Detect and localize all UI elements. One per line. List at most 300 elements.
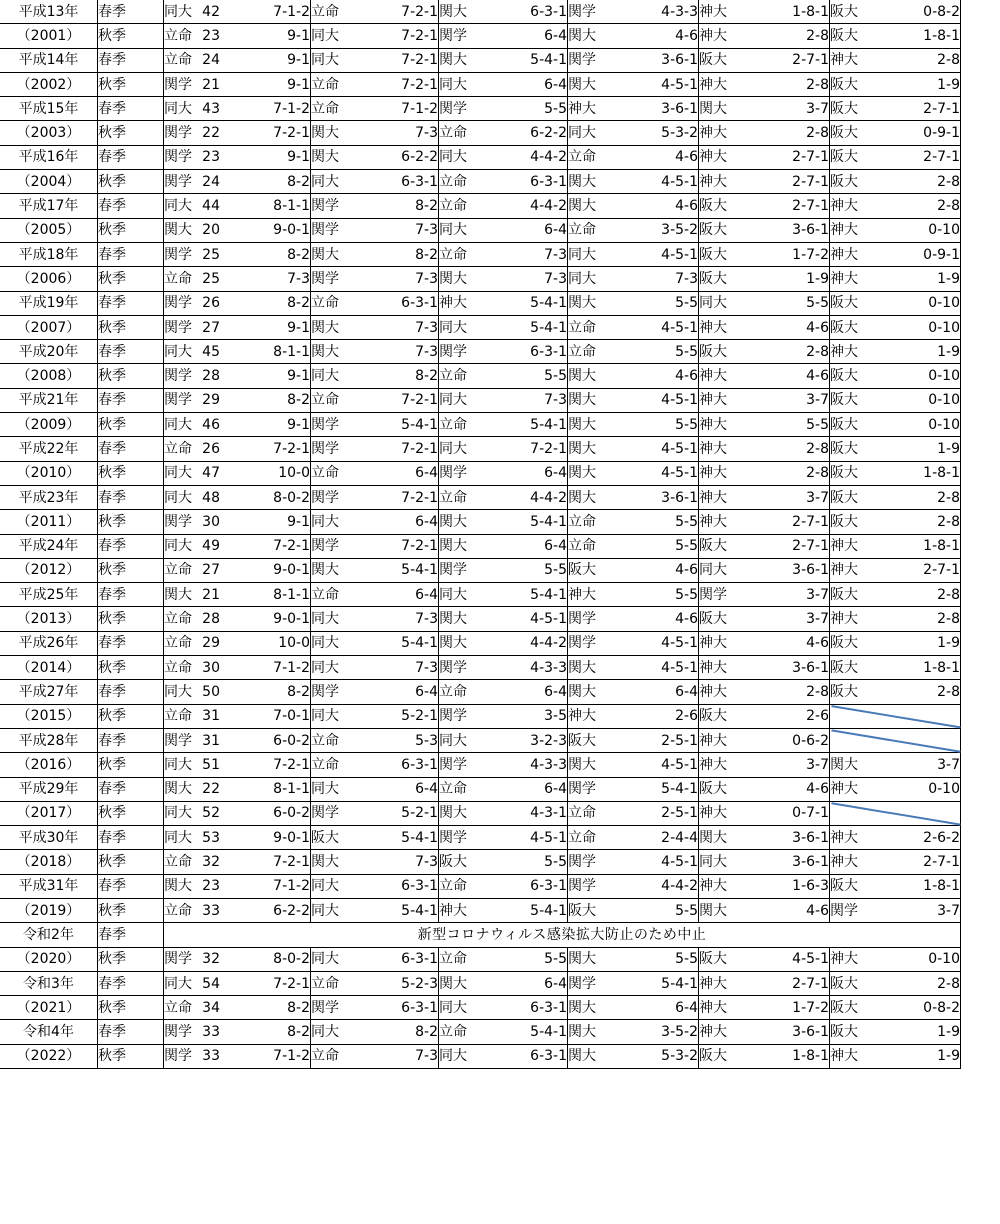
team-cell bbox=[699, 801, 762, 825]
record-cell: 4-5-1 bbox=[631, 753, 699, 777]
team-cell bbox=[699, 97, 762, 121]
team-cell bbox=[164, 340, 253, 364]
team-name: 関学 bbox=[164, 513, 192, 530]
team-name: 神大 bbox=[699, 999, 727, 1016]
year-cell: 令和4年 bbox=[0, 1020, 98, 1044]
record-cell: 3-7 bbox=[762, 485, 830, 509]
team-name: 立命 bbox=[164, 854, 192, 871]
season-cell: 秋季 bbox=[98, 801, 164, 825]
record-cell: 3-7 bbox=[893, 753, 961, 777]
team-name: 立命 bbox=[311, 100, 339, 117]
record-cell: 7-1-2 bbox=[253, 97, 311, 121]
record-cell: 7-1-2 bbox=[253, 656, 311, 680]
championship-count: 21 bbox=[202, 76, 220, 93]
team-cell bbox=[830, 971, 893, 995]
record-cell: 9-0-1 bbox=[253, 218, 311, 242]
record-cell: 4-6 bbox=[631, 145, 699, 169]
team-cell bbox=[699, 485, 762, 509]
table-row bbox=[0, 218, 961, 242]
team-name: 神大 bbox=[699, 149, 727, 166]
team-name: 関大 bbox=[439, 270, 467, 287]
team-cell bbox=[439, 340, 502, 364]
team-cell bbox=[699, 315, 762, 339]
year-cell: （2007） bbox=[0, 315, 98, 339]
team-name: 関大 bbox=[439, 52, 467, 69]
record-cell: 2-5-1 bbox=[631, 728, 699, 752]
team-name: 阪大 bbox=[568, 562, 596, 579]
record-cell: 8-1-1 bbox=[253, 583, 311, 607]
record-cell: 2-7-1 bbox=[762, 170, 830, 194]
team-cell bbox=[439, 753, 502, 777]
season-cell: 秋季 bbox=[98, 656, 164, 680]
record-cell: 5-4-1 bbox=[502, 413, 568, 437]
record-cell: 1-7-2 bbox=[762, 242, 830, 266]
team-name: 神大 bbox=[830, 222, 858, 239]
championship-count: 32 bbox=[202, 951, 220, 968]
team-cell bbox=[439, 242, 502, 266]
season-cell: 春季 bbox=[98, 145, 164, 169]
team-cell bbox=[568, 388, 631, 412]
championship-count: 33 bbox=[202, 1048, 220, 1065]
season-cell: 秋季 bbox=[98, 1044, 164, 1068]
team-name: 関大 bbox=[699, 902, 727, 919]
team-name: 神大 bbox=[568, 586, 596, 603]
team-cell bbox=[439, 510, 502, 534]
team-cell bbox=[699, 558, 762, 582]
team-cell bbox=[568, 680, 631, 704]
team-name: 関大 bbox=[568, 756, 596, 773]
record-cell: 0-10 bbox=[893, 947, 961, 971]
team-cell bbox=[830, 242, 893, 266]
record-cell: 1-8-1 bbox=[893, 874, 961, 898]
team-cell bbox=[311, 72, 374, 96]
record-cell: 4-5-1 bbox=[631, 72, 699, 96]
record-cell: 1-8-1 bbox=[762, 1044, 830, 1068]
season-cell: 春季 bbox=[98, 291, 164, 315]
team-cell bbox=[164, 24, 253, 48]
team-cell bbox=[311, 267, 374, 291]
championship-count: 42 bbox=[202, 3, 220, 20]
team-name: 立命 bbox=[164, 902, 192, 919]
team-cell bbox=[311, 558, 374, 582]
team-name: 神大 bbox=[699, 489, 727, 506]
record-cell: 6-4 bbox=[502, 461, 568, 485]
record-cell: 5-5 bbox=[631, 413, 699, 437]
year-cell: 平成24年 bbox=[0, 534, 98, 558]
record-cell: 6-4 bbox=[631, 680, 699, 704]
table-row bbox=[0, 971, 961, 995]
team-cell bbox=[311, 364, 374, 388]
year-cell: 平成18年 bbox=[0, 242, 98, 266]
team-name: 阪大 bbox=[830, 125, 858, 142]
team-name: 立命 bbox=[568, 222, 596, 239]
season-cell: 春季 bbox=[98, 48, 164, 72]
team-name: 阪大 bbox=[311, 829, 339, 846]
team-name: 同大 bbox=[311, 1024, 339, 1041]
team-name: 阪大 bbox=[699, 222, 727, 239]
year-cell: （2020） bbox=[0, 947, 98, 971]
team-cell bbox=[311, 704, 374, 728]
team-cell bbox=[699, 1044, 762, 1068]
team-name: 立命 bbox=[311, 295, 339, 312]
team-name: 関学 bbox=[164, 1024, 192, 1041]
team-cell bbox=[568, 874, 631, 898]
team-name: 関学 bbox=[439, 659, 467, 676]
record-cell: 3-6-1 bbox=[762, 656, 830, 680]
record-cell: 7-3 bbox=[374, 1044, 439, 1068]
season-cell: 秋季 bbox=[98, 558, 164, 582]
record-cell: 5-5 bbox=[762, 291, 830, 315]
year-cell: 平成17年 bbox=[0, 194, 98, 218]
team-name: 関学 bbox=[164, 125, 192, 142]
record-cell: 5-2-1 bbox=[374, 801, 439, 825]
season-cell: 春季 bbox=[98, 437, 164, 461]
season-cell: 秋季 bbox=[98, 121, 164, 145]
team-name: 関学 bbox=[164, 246, 192, 263]
team-name: 関大 bbox=[568, 465, 596, 482]
team-cell bbox=[311, 850, 374, 874]
championship-count: 43 bbox=[202, 100, 220, 117]
record-cell: 2-7-1 bbox=[893, 558, 961, 582]
team-name: 阪大 bbox=[830, 586, 858, 603]
year-cell: （2003） bbox=[0, 121, 98, 145]
championship-count: 44 bbox=[202, 198, 220, 215]
season-cell: 秋季 bbox=[98, 510, 164, 534]
team-cell bbox=[830, 170, 893, 194]
record-cell: 1-8-1 bbox=[893, 24, 961, 48]
record-cell: 6-2-2 bbox=[253, 898, 311, 922]
team-name: 関大 bbox=[311, 149, 339, 166]
team-name: 同大 bbox=[439, 76, 467, 93]
team-name: 関学 bbox=[164, 392, 192, 409]
championship-count: 26 bbox=[202, 440, 220, 457]
team-name: 神大 bbox=[699, 1024, 727, 1041]
team-name: 同大 bbox=[164, 465, 192, 482]
team-name: 同大 bbox=[164, 975, 192, 992]
team-cell bbox=[439, 437, 502, 461]
record-cell: 4-4-2 bbox=[631, 874, 699, 898]
team-name: 関学 bbox=[164, 732, 192, 749]
team-name: 関学 bbox=[164, 76, 192, 93]
team-cell bbox=[439, 680, 502, 704]
table-row bbox=[0, 97, 961, 121]
record-cell: 7-2-1 bbox=[502, 437, 568, 461]
record-cell: 0-10 bbox=[893, 218, 961, 242]
championship-count: 54 bbox=[202, 975, 220, 992]
record-cell: 5-5 bbox=[631, 947, 699, 971]
team-cell bbox=[699, 510, 762, 534]
record-cell: 6-4 bbox=[374, 583, 439, 607]
record-cell: 8-1-1 bbox=[253, 194, 311, 218]
team-cell bbox=[439, 315, 502, 339]
record-cell: 7-3 bbox=[374, 656, 439, 680]
team-cell bbox=[568, 437, 631, 461]
team-cell bbox=[568, 777, 631, 801]
record-cell: 9-1 bbox=[253, 510, 311, 534]
record-cell: 7-2-1 bbox=[374, 534, 439, 558]
team-cell bbox=[311, 510, 374, 534]
team-name: 関学 bbox=[439, 27, 467, 44]
team-cell bbox=[311, 801, 374, 825]
table-row bbox=[0, 48, 961, 72]
team-cell bbox=[164, 413, 253, 437]
team-cell bbox=[164, 971, 253, 995]
year-cell: （2010） bbox=[0, 461, 98, 485]
record-cell: 4-5-1 bbox=[631, 242, 699, 266]
team-cell bbox=[439, 461, 502, 485]
record-cell: 0-10 bbox=[893, 777, 961, 801]
team-name: 神大 bbox=[699, 878, 727, 895]
team-cell bbox=[311, 583, 374, 607]
record-cell: 7-1-2 bbox=[253, 0, 311, 24]
record-cell: 6-3-1 bbox=[502, 996, 568, 1020]
championship-count: 29 bbox=[202, 635, 220, 652]
team-cell bbox=[830, 558, 893, 582]
record-cell: 7-3 bbox=[502, 242, 568, 266]
team-cell bbox=[699, 340, 762, 364]
team-cell bbox=[311, 48, 374, 72]
team-name: 立命 bbox=[439, 173, 467, 190]
record-cell: 5-4-1 bbox=[374, 631, 439, 655]
record-cell: 4-3-1 bbox=[502, 801, 568, 825]
team-name: 神大 bbox=[830, 951, 858, 968]
team-name: 立命 bbox=[439, 368, 467, 385]
record-cell: 6-4 bbox=[502, 72, 568, 96]
team-cell bbox=[830, 1020, 893, 1044]
team-name: 関大 bbox=[568, 440, 596, 457]
season-cell: 春季 bbox=[98, 97, 164, 121]
team-cell bbox=[699, 777, 762, 801]
year-cell: 平成28年 bbox=[0, 728, 98, 752]
team-cell bbox=[164, 728, 253, 752]
table-row bbox=[0, 242, 961, 266]
table-row bbox=[0, 1044, 961, 1068]
team-cell bbox=[830, 850, 893, 874]
team-name: 立命 bbox=[439, 878, 467, 895]
team-cell bbox=[568, 315, 631, 339]
table-row bbox=[0, 121, 961, 145]
team-name: 神大 bbox=[699, 465, 727, 482]
team-name: 立命 bbox=[439, 246, 467, 263]
record-cell: 6-3-1 bbox=[502, 0, 568, 24]
team-cell bbox=[164, 996, 253, 1020]
team-name: 同大 bbox=[164, 756, 192, 773]
team-cell bbox=[699, 656, 762, 680]
team-cell bbox=[439, 388, 502, 412]
team-name: 同大 bbox=[311, 27, 339, 44]
table-row bbox=[0, 437, 961, 461]
team-cell bbox=[164, 656, 253, 680]
team-cell bbox=[439, 996, 502, 1020]
team-cell bbox=[699, 267, 762, 291]
team-name: 同大 bbox=[439, 222, 467, 239]
record-cell: 0-7-1 bbox=[762, 801, 830, 825]
record-cell: 2-8 bbox=[762, 437, 830, 461]
team-name: 阪大 bbox=[830, 440, 858, 457]
year-cell: （2012） bbox=[0, 558, 98, 582]
team-name: 関学 bbox=[311, 440, 339, 457]
table-row bbox=[0, 898, 961, 922]
record-cell: 0-8-2 bbox=[893, 996, 961, 1020]
team-name: 立命 bbox=[164, 708, 192, 725]
record-cell: 9-1 bbox=[253, 315, 311, 339]
record-cell: 7-2-1 bbox=[253, 437, 311, 461]
record-cell: 8-2 bbox=[374, 194, 439, 218]
team-name: 神大 bbox=[699, 805, 727, 822]
record-cell: 6-4 bbox=[374, 461, 439, 485]
record-cell: 4-3-3 bbox=[502, 753, 568, 777]
record-cell: 4-5-1 bbox=[502, 607, 568, 631]
team-name: 関学 bbox=[830, 902, 858, 919]
team-name: 同大 bbox=[439, 149, 467, 166]
team-name: 関学 bbox=[311, 538, 339, 555]
team-name: 立命 bbox=[164, 611, 192, 628]
team-cell bbox=[568, 996, 631, 1020]
record-cell: 7-2-1 bbox=[374, 437, 439, 461]
championship-count: 33 bbox=[202, 1024, 220, 1041]
record-cell: 4-5-1 bbox=[762, 947, 830, 971]
team-name: 立命 bbox=[164, 635, 192, 652]
record-cell: 5-3 bbox=[374, 728, 439, 752]
team-name: 同大 bbox=[164, 489, 192, 506]
year-cell: 平成29年 bbox=[0, 777, 98, 801]
record-cell: 2-8 bbox=[893, 48, 961, 72]
team-name: 立命 bbox=[311, 732, 339, 749]
team-cell bbox=[311, 170, 374, 194]
record-cell: 7-3 bbox=[631, 267, 699, 291]
team-name: 神大 bbox=[568, 708, 596, 725]
team-name: 阪大 bbox=[699, 781, 727, 798]
team-name: 阪大 bbox=[830, 27, 858, 44]
team-name: 同大 bbox=[439, 392, 467, 409]
record-cell: 4-6 bbox=[631, 194, 699, 218]
team-cell bbox=[568, 583, 631, 607]
team-name: 阪大 bbox=[699, 708, 727, 725]
team-cell bbox=[699, 874, 762, 898]
record-cell: 6-4 bbox=[374, 510, 439, 534]
championship-count: 24 bbox=[202, 173, 220, 190]
year-cell: 平成25年 bbox=[0, 583, 98, 607]
record-cell: 2-8 bbox=[762, 680, 830, 704]
team-cell bbox=[830, 1044, 893, 1068]
record-cell: 8-2 bbox=[253, 996, 311, 1020]
team-name: 同大 bbox=[311, 781, 339, 798]
team-cell bbox=[311, 437, 374, 461]
record-cell: 2-7-1 bbox=[762, 534, 830, 558]
team-name: 立命 bbox=[311, 756, 339, 773]
team-cell bbox=[164, 291, 253, 315]
team-cell bbox=[439, 1020, 502, 1044]
record-cell: 8-2 bbox=[253, 1020, 311, 1044]
record-cell: 5-5 bbox=[502, 947, 568, 971]
record-cell: 5-4-1 bbox=[374, 826, 439, 850]
team-name: 関学 bbox=[568, 3, 596, 20]
team-name: 関学 bbox=[164, 149, 192, 166]
team-name: 神大 bbox=[830, 246, 858, 263]
season-cell: 春季 bbox=[98, 874, 164, 898]
team-cell bbox=[311, 971, 374, 995]
record-cell: 4-5-1 bbox=[631, 315, 699, 339]
record-cell: 3-6-1 bbox=[762, 218, 830, 242]
season-cell: 春季 bbox=[98, 583, 164, 607]
season-cell: 春季 bbox=[98, 194, 164, 218]
team-cell bbox=[830, 777, 893, 801]
record-cell: 7-3 bbox=[502, 267, 568, 291]
record-cell: 2-7-1 bbox=[893, 97, 961, 121]
table-row bbox=[0, 656, 961, 680]
championship-count: 49 bbox=[202, 538, 220, 555]
team-cell bbox=[311, 631, 374, 655]
record-cell: 1-8-1 bbox=[893, 461, 961, 485]
team-cell bbox=[439, 97, 502, 121]
year-cell: （2004） bbox=[0, 170, 98, 194]
table-row bbox=[0, 923, 961, 947]
year-cell: 平成31年 bbox=[0, 874, 98, 898]
record-cell: 7-2-1 bbox=[374, 48, 439, 72]
team-cell bbox=[164, 0, 253, 24]
team-cell bbox=[164, 558, 253, 582]
year-cell: 令和3年 bbox=[0, 971, 98, 995]
empty-cell bbox=[830, 801, 961, 825]
record-cell: 2-4-4 bbox=[631, 826, 699, 850]
record-cell: 6-2-2 bbox=[374, 145, 439, 169]
team-cell bbox=[164, 218, 253, 242]
team-cell bbox=[311, 315, 374, 339]
team-cell bbox=[568, 72, 631, 96]
team-name: 神大 bbox=[699, 392, 727, 409]
record-cell: 1-9 bbox=[893, 267, 961, 291]
team-cell bbox=[830, 121, 893, 145]
table-row bbox=[0, 413, 961, 437]
team-name: 阪大 bbox=[568, 732, 596, 749]
team-cell bbox=[568, 534, 631, 558]
record-cell: 5-4-1 bbox=[502, 1020, 568, 1044]
team-cell bbox=[568, 510, 631, 534]
record-cell: 4-6 bbox=[762, 777, 830, 801]
team-name: 同大 bbox=[699, 562, 727, 579]
record-cell: 6-4 bbox=[502, 218, 568, 242]
team-cell bbox=[830, 145, 893, 169]
team-cell bbox=[439, 728, 502, 752]
season-cell: 春季 bbox=[98, 485, 164, 509]
team-cell bbox=[699, 388, 762, 412]
team-cell bbox=[311, 874, 374, 898]
team-cell bbox=[568, 218, 631, 242]
team-cell bbox=[568, 607, 631, 631]
team-cell bbox=[164, 194, 253, 218]
team-name: 立命 bbox=[439, 683, 467, 700]
team-name: 阪大 bbox=[830, 3, 858, 20]
team-name: 阪大 bbox=[830, 100, 858, 117]
team-cell bbox=[439, 24, 502, 48]
table-row bbox=[0, 996, 961, 1020]
team-name: 関学 bbox=[164, 173, 192, 190]
team-name: 阪大 bbox=[830, 999, 858, 1016]
team-name: 同大 bbox=[311, 659, 339, 676]
team-cell bbox=[164, 242, 253, 266]
record-cell: 9-0-1 bbox=[253, 826, 311, 850]
record-cell: 8-2 bbox=[253, 242, 311, 266]
team-cell bbox=[311, 340, 374, 364]
record-cell: 10-0 bbox=[253, 631, 311, 655]
team-cell bbox=[164, 72, 253, 96]
record-cell: 3-2-3 bbox=[502, 728, 568, 752]
record-cell: 4-3-3 bbox=[631, 0, 699, 24]
team-cell bbox=[830, 388, 893, 412]
team-cell bbox=[164, 534, 253, 558]
record-cell: 5-5 bbox=[631, 510, 699, 534]
championship-count: 45 bbox=[202, 343, 220, 360]
